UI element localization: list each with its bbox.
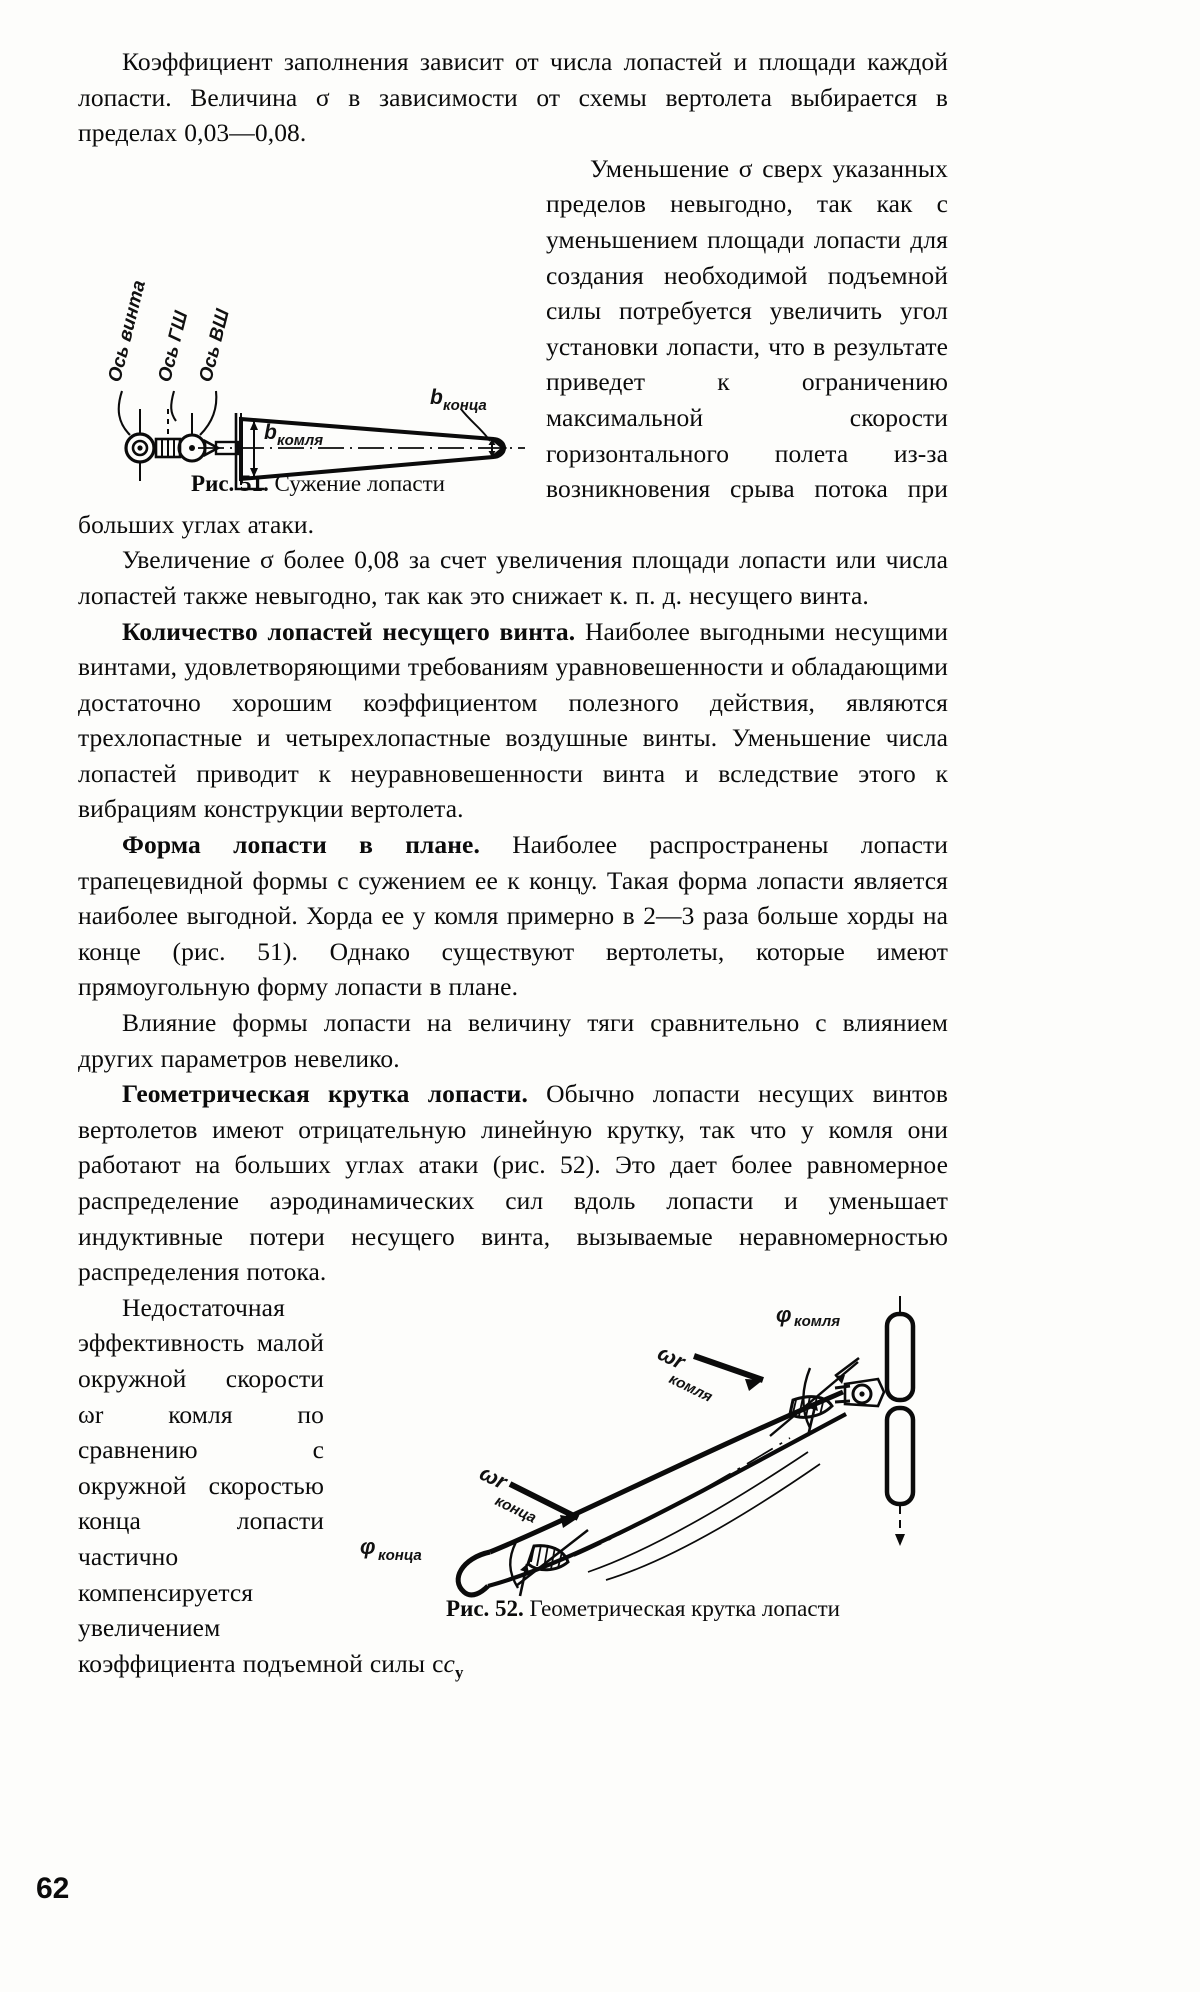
paragraph-3 [78, 542, 948, 613]
label-omega-r-root-sub: комля [666, 1370, 716, 1406]
symbol-cy-subscript: y [454, 1662, 464, 1682]
label-omega-r-tip: ωr [475, 1459, 511, 1495]
figure-51-drawing [78, 151, 530, 503]
label-phi-tip: φ [360, 1533, 376, 1559]
paragraph-1-text: Коэффициент заполнения зависит от числа лопастей и площади каждой лопасти. Величина σ в зависимости от схемы вертолета выбирается в пределах 0,03—0,08. [78, 47, 948, 148]
paragraph-8-text: Недостаточная эффективность малой окружной скорости ωr комля по сравнению с окружной скоростью конца лопасти частично компенсируется увеличением коэффициента подъемной силы c [78, 1292, 444, 1678]
paragraph-3-text: Увеличение σ более 0,08 за счет увеличения площади лопасти или числа лопастей также невыгодно, так как это снижает к. п. д. несущего винта. [78, 545, 948, 610]
page-number: 62 [36, 1872, 70, 1905]
paragraph-4 [78, 614, 948, 828]
figure-51-caption-text: Сужение лопасти [274, 470, 445, 496]
figure-52-labels [360, 1302, 840, 1564]
figure-52-caption-text: Геометрическая крутка лопасти [529, 1595, 840, 1621]
label-omega-r-tip-sub: конца [492, 1492, 539, 1527]
paragraph-7-text: Обычно лопасти несущих винтов вертолетов имеют отрицательную линейную крутку, так что у комля они работают на больших углах атаки (рис. 52). Это дает более равномерное распределение аэродинамических сил вдоль лопасти и уменьшает индуктивные потери несущего винта, вызываемые неравномерностью распределения потока. [78, 1079, 948, 1287]
paragraph-1 [78, 44, 948, 151]
paragraph-6 [78, 1005, 948, 1076]
paragraph-2-text: Уменьшение σ сверх указанных пределов невыгодно, так как с уменьшением площади лопасти для создания необходимой подъемной силы потребуется увеличить угол установки лопасти, что в результате приведет к ограничению максимальной скорости горизонтального полета из-за возникновения срыва потока при больших углах атаки. [78, 153, 948, 539]
label-axis-gsh: Ось ГШ [154, 308, 193, 384]
label-chord-tip: b [430, 385, 443, 409]
paragraph-4-heading: Количество лопастей несущего винта. [122, 616, 576, 646]
symbol-cy: c [443, 1648, 455, 1678]
label-chord-tip-sub: конца [443, 396, 487, 414]
figure-51 [78, 151, 530, 503]
label-axis-vsh: Ось ВШ [195, 306, 234, 384]
figure-51-caption-number: Рис. 51. [191, 470, 269, 496]
figure-52-blade [458, 1362, 858, 1595]
figure-52-caption-number: Рис. 52. [446, 1595, 524, 1621]
label-phi-root-sub: комля [794, 1312, 841, 1330]
figure-51-caption [118, 471, 518, 497]
paragraph-5 [78, 827, 948, 1005]
figure-51-chord-labels [264, 386, 487, 449]
paragraph-4-text: Наиболее выгодными несущими винтами, удовлетворяющими требованиям уравновешенности и обладающими достаточно хорошим коэффициентом полезного действия, являются трехлопастные и четырехлопастные воздушные винты. Уменьшение числа лопастей приводит к неуравновешенности винта и вследствие этого к вибрациям конструкции вертолета. [78, 616, 948, 824]
paragraph-5-text: Наиболее распространены лопасти трапецевидной формы с сужением ее к концу. Такая форма лопасти является наиболее выгодной. Хорда ее у комля примерно в 2—3 раза больше хорды на конце (рис. 51). Однако существуют вертолеты, которые имеют прямоугольную форму лопасти в плане. [78, 830, 948, 1002]
figure-51-axis-labels [104, 278, 233, 384]
label-phi-root: φ [776, 1301, 792, 1327]
paragraph-7 [78, 1076, 948, 1290]
paragraph-7-heading: Геометрическая крутка лопасти. [122, 1079, 528, 1109]
label-omega-r-root: ωr [653, 1339, 689, 1375]
figure-52-drawing [338, 1296, 948, 1626]
label-phi-tip-sub: конца [378, 1546, 422, 1564]
label-chord-root: b [264, 420, 277, 444]
label-axis-rotor: Ось винта [104, 278, 150, 384]
paragraph-5-heading: Форма лопасти в плане. [122, 830, 480, 860]
figure-52-rotor-mast [887, 1296, 913, 1546]
figure-52-caption [338, 1596, 948, 1622]
page-content [78, 44, 948, 1690]
paragraph-6-text: Влияние формы лопасти на величину тяги сравнительно с влиянием других параметров невелико. [78, 1008, 948, 1073]
label-chord-root-sub: комля [277, 431, 324, 449]
figure-52 [338, 1296, 948, 1626]
